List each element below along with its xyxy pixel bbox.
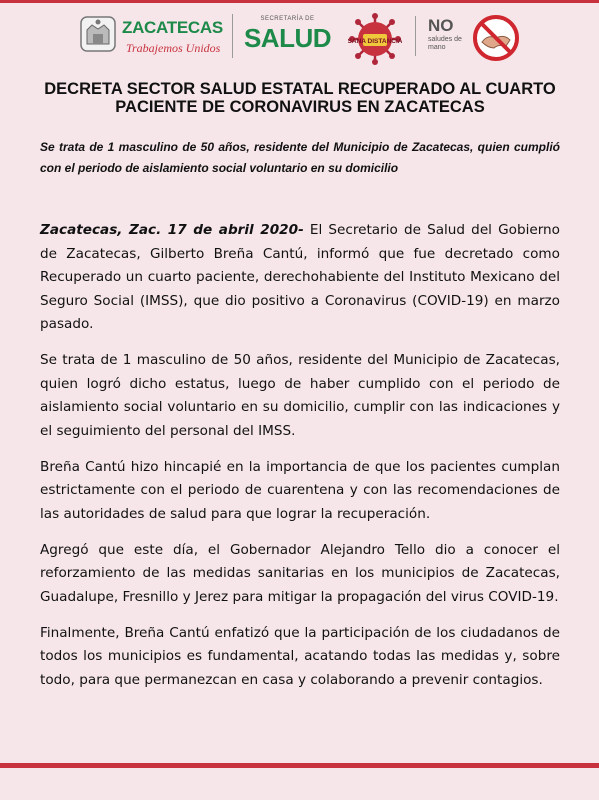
top-rule [0,0,599,3]
paragraph-2: Se trata de 1 masculino de 50 años, residente del Municipio de Zacatecas, quien logró dicho estatus, luego de haber cumplido con el periodo de aislamiento social voluntario en su domicilio, cumplir con las indicaciones y el seguimiento del personal del IMSS. [40,352,560,439]
salud-name: SALUD [243,23,332,53]
article-body [40,219,560,705]
sana-distancia-badge: SANA DISTANCIA [348,38,402,45]
dateline: Zacatecas, Zac. 17 de abril 2020- [40,222,304,238]
zacatecas-logo [78,12,228,62]
zacatecas-slogan: Trabajemos Unidos [126,41,221,55]
paragraph-4: Agregó que este día, el Gobernador Alejandro Tello dio a conocer el reforzamiento de las medidas sanitarias en los municipios de Zacatecas, Guadalupe, Fresnillo y Jerez para mitigar la propagación del virus COVID-19. [40,541,560,605]
paragraph-3: Breña Cantú hizo hincapié en la importancia de que los pacientes cumplan estrictamente con el periodo de cuarentena y con las recomendaciones de las autoridades de salud para que lograr la recuperación. [40,458,560,522]
headline: DECRETA SECTOR SALUD ESTATAL RECUPERADO AL CUARTO PACIENTE DE CORONAVIRUS EN ZACATECAS [44,80,556,116]
zacatecas-name: ZACATECAS [122,18,223,37]
salud-ministry-label: SECRETARÍA DE [260,16,315,22]
paragraph-1-text: El Secretario de Salud del Gobierno de Zacatecas, Gilberto Breña Cantú, informó que fue decretado como Recuperado un cuarto paciente, derechohabiente del Instituto Mexicano del Seguro Social (IMSS), que dio positivo a Coronavirus (COVID-19) en marzo pasado. [40,222,560,332]
no-handshake-no: NO [428,16,454,35]
logo-divider [232,14,233,58]
no-handshake-icon [472,14,520,62]
sana-distancia-virus-icon [348,12,402,66]
summary: Se trata de 1 masculino de 50 años, residente del Municipio de Zacatecas, quien cumplió con el periodo de aislamiento social voluntario en su domicilio [40,140,560,175]
paragraph-1 [40,219,560,337]
zacatecas-seal-icon [78,14,118,54]
paragraph-5: Finalmente, Breña Cantú enfatizó que la participación de los ciudadanos de todos los municipios es fundamental, acatando todas las medidas y, sobre todo, para que permanezcan en casa y colaborando a prevenir contagios. [40,624,560,688]
bottom-rule [0,763,599,768]
salud-logo [240,16,335,58]
logo-divider [415,16,416,56]
no-handshake-caption: saludes de mano [428,36,462,51]
logo-bar [0,4,599,66]
